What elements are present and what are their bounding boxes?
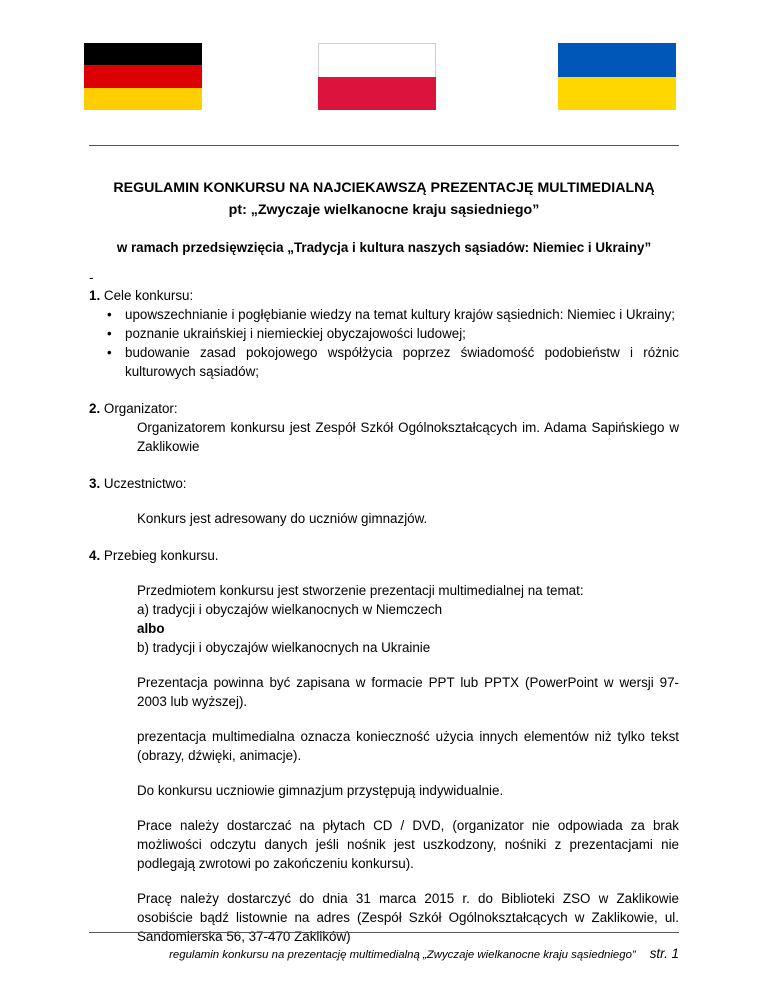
page-footer [89,946,679,961]
list-item: • upowszechnianie i pogłębianie wiedzy na temat kultury krajów sąsiednich: Niemiec i Ukrainy; [89,305,679,324]
section-title: Przebieg konkursu. [103,548,219,563]
delivery-paragraph: Prace należy dostarczać na płytach CD / DVD, (organizator nie odpowiada za brak możliwości odczytu danych jeśli nośnik jest uszkodzony, nośniki z prezentacjami nie podlegają zwrotowi po zakończeniu konkursu). [137,818,679,871]
footer-divider [89,932,679,933]
section-heading [89,399,679,418]
flag-stripe [84,88,202,110]
page-number: str. 1 [649,946,679,961]
option-b: b) tradycji i obyczajów wielkanocnych na Ukrainie [137,640,431,655]
participation-text: Konkurs jest adresowany do uczniów gimnazjów. [137,511,428,526]
flag-stripe [318,43,436,77]
section-title: Uczestnictwo: [103,476,187,491]
goals-list [89,305,679,381]
contest-subject-intro: Przedmiotem konkursu jest stworzenie prezentacji multimedialnej na temat: [137,583,584,598]
list-item: • budowanie zasad pokojowego współżycia poprzez świadomość podobieństw i różnic kulturowych sąsiadów; [89,343,679,381]
document-title-subline: pt: „Zwyczaje wielkanocne kraju sąsiedniego” [228,202,540,218]
section-heading [89,474,679,493]
flag-stripe [84,43,202,65]
individual-paragraph: Do konkursu uczniowie gimnazjum przystępują indywidualnie. [137,783,504,798]
footer-text: regulamin konkursu na prezentację multimedialną „Zwyczaje wielkanocne kraju sąsiedniego” [169,949,636,961]
deadline-paragraph: Pracę należy dostarczyć do dnia 31 marca 2015 r. do Biblioteki ZSO w Zaklikowie osobiście bądź listownie na adres (Zespół Szkół Ogólnokształcących w Zaklikowie, ul. Sandomierska 56, 37-470 Zaklików) [137,891,679,944]
or-word: albo [137,621,165,636]
list-item: • poznanie ukraińskiej i niemieckiej obyczajowości ludowej; [89,324,679,343]
document-title: REGULAMIN KONKURSU NA NAJCIEKAWSZĄ PREZENTACJĘ MULTIMEDIALNĄ [113,180,655,196]
document-subtitle: w ramach przedsięwzięcia „Tradycja i kultura naszych sąsiadów: Niemiec i Ukrainy” [116,240,652,255]
dash-mark: - [89,270,94,285]
section-title: Organizator: [103,401,178,416]
flag-stripe [558,77,676,111]
section-heading [89,286,679,305]
organizer-text: Organizatorem konkursu jest Zespół Szkół Ogólnokształcących im. Adama Sapińskiego w Zaklikowie [137,420,679,454]
flag-stripe [84,65,202,87]
flag-poland [318,43,436,110]
flag-germany [84,43,202,110]
section-number: 4. [89,548,101,563]
header-divider [89,145,679,146]
flag-stripe [558,43,676,77]
section-number: 2. [89,401,101,416]
document-body [89,286,679,946]
section-heading [89,546,679,565]
option-or [89,619,679,638]
flag-stripe [318,77,436,110]
section-title: Cele konkursu: [103,288,194,303]
option-a: a) tradycji i obyczajów wielkanocnych w Niemczech [137,602,443,617]
section-number: 3. [89,476,101,491]
flag-ukraine [558,43,676,110]
format-paragraph: Prezentacja powinna być zapisana w formacie PPT lub PPTX (PowerPoint w wersji 97-2003 lub wyższej). [137,675,679,709]
section-number: 1. [89,288,101,303]
multimedia-paragraph: prezentacja multimedialna oznacza konieczność użycia innych elementów niż tylko tekst (obrazy, dźwięki, animacje). [137,729,679,763]
